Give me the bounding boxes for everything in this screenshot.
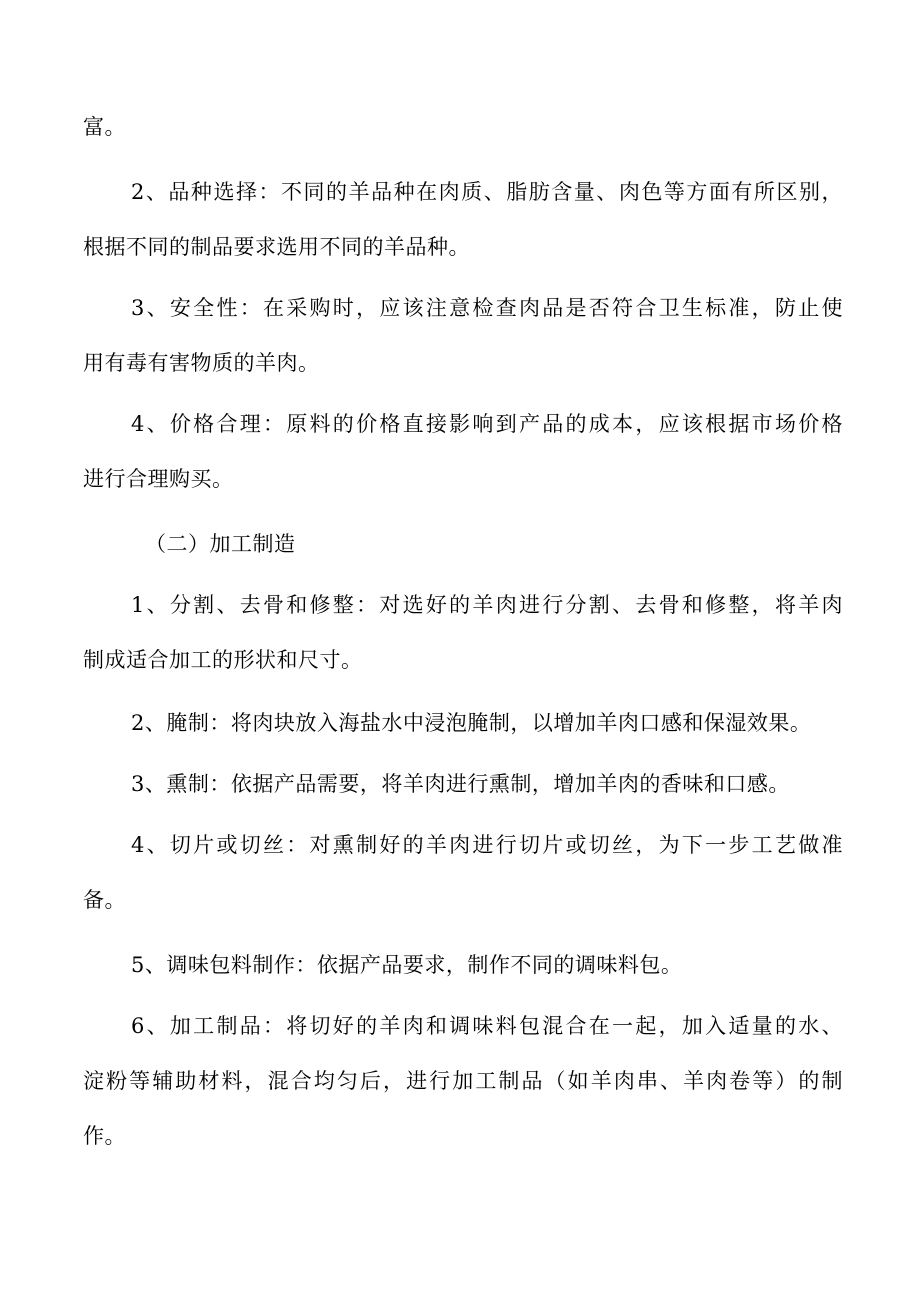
item-3-smoking: 3、熏制：依据产品需要，将羊肉进行熏制，增加羊肉的香味和口感。: [131, 772, 790, 796]
item-6-processed-products-cont: 淀粉等辅助材料，混合均匀后，进行加工制品（如羊肉串、羊肉卷等）的制: [83, 1069, 843, 1093]
item-2-variety-selection: 2、品种选择：不同的羊品种在肉质、脂肪含量、肉色等方面有所区别，: [131, 180, 843, 204]
item-6-processed-products-end: 作。: [83, 1124, 126, 1148]
item-1-cutting-deboning: 1、分割、去骨和修整：对选好的羊肉进行分割、去骨和修整，将羊肉: [131, 593, 843, 617]
item-4-slicing-cont: 备。: [83, 888, 126, 912]
item-5-seasoning-packets: 5、调味包料制作：依据产品要求，制作不同的调味料包。: [131, 953, 683, 977]
item-6-processed-products: 6、加工制品：将切好的羊肉和调味料包混合在一起，加入适量的水、: [131, 1014, 843, 1038]
item-4-reasonable-price: 4、价格合理：原料的价格直接影响到产品的成本，应该根据市场价格: [131, 412, 843, 436]
item-1-cutting-deboning-cont: 制成适合加工的形状和尺寸。: [83, 648, 363, 672]
item-3-safety: 3、安全性：在采购时，应该注意检查肉品是否符合卫生标准，防止使: [131, 296, 843, 320]
section-heading-processing: （二）加工制造: [145, 532, 296, 556]
item-2-variety-selection-cont: 根据不同的制品要求选用不同的羊品种。: [83, 235, 470, 259]
item-2-curing: 2、腌制：将肉块放入海盐水中浸泡腌制，以增加羊肉口感和保湿效果。: [131, 711, 812, 735]
item-4-reasonable-price-cont: 进行合理购买。: [83, 467, 234, 491]
item-3-safety-cont: 用有毒有害物质的羊肉。: [83, 351, 320, 375]
item-4-slicing: 4、切片或切丝：对熏制好的羊肉进行切片或切丝，为下一步工艺做准: [131, 833, 843, 857]
text-line-continuation: 富。: [83, 115, 126, 139]
